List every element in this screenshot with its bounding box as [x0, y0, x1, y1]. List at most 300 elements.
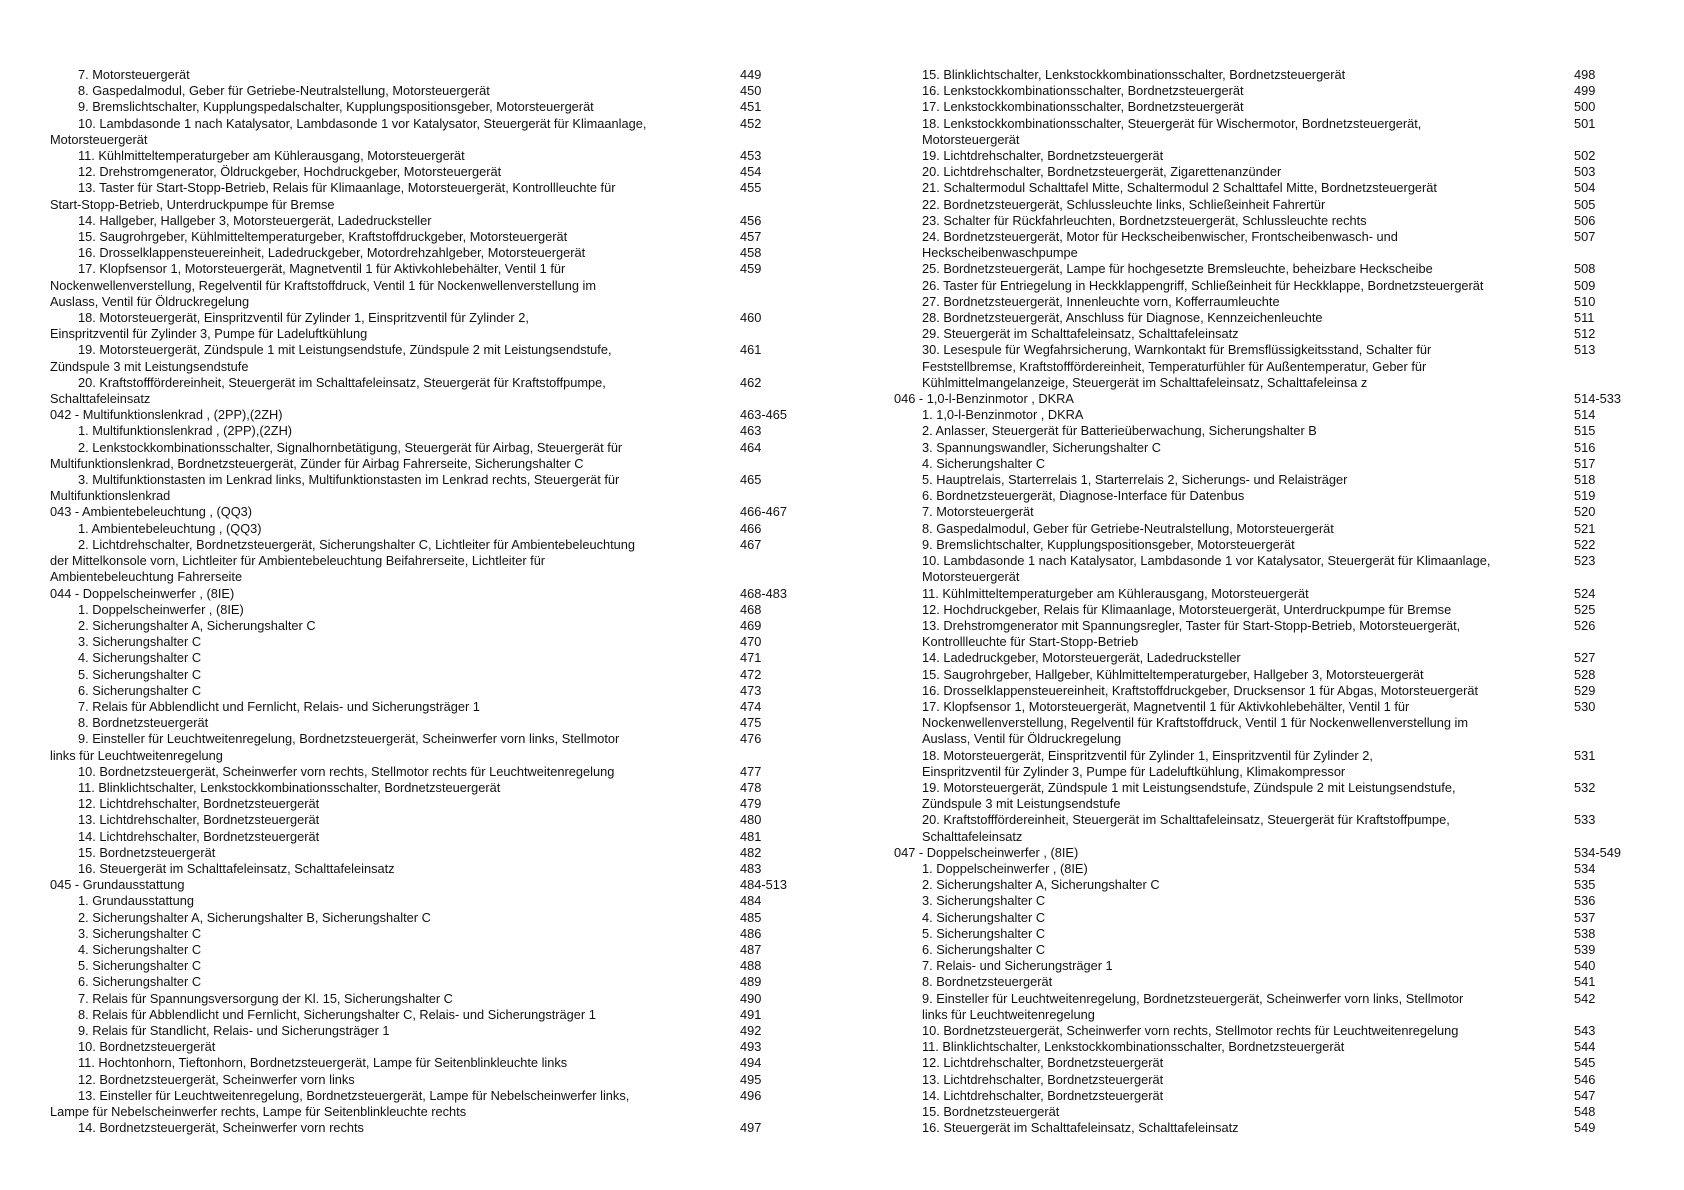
toc-entry-text [50, 731, 730, 763]
toc-entry-text [894, 391, 1574, 407]
toc-page-number: 485 [740, 909, 762, 925]
toc-page-number: 469 [740, 617, 762, 633]
toc-entry-line: 2. Sicherungshalter A, Sicherungshalter C [78, 617, 316, 633]
toc-page-number: 533 [1574, 812, 1596, 828]
toc-entry-line: 5. Hauptrelais, Starterrelais 1, Starterrelais 2, Sicherungs- und Relaisträger [922, 472, 1348, 488]
toc-entry [894, 553, 1654, 585]
toc-page-number: 463-465 [740, 407, 787, 423]
toc-entry [50, 1007, 810, 1023]
toc-page-number: 493 [740, 1039, 762, 1055]
toc-entry [894, 910, 1654, 926]
toc-entry [50, 229, 810, 245]
toc-entry-line: 6. Sicherungshalter C [78, 682, 202, 698]
toc-entry-line: 8. Gaspedalmodul, Geber für Getriebe-Neutralstellung, Motorsteuergerät [922, 520, 1334, 536]
toc-entry [894, 326, 1654, 342]
toc-entry-line: 2. Sicherungshalter A, Sicherungshalter C [922, 877, 1160, 893]
toc-entry [894, 974, 1654, 990]
toc-entry-text [894, 926, 1574, 942]
toc-entry-line: 7. Motorsteuergerät [78, 67, 190, 82]
toc-page-number: 483 [740, 860, 762, 876]
toc-entry-text [894, 278, 1574, 294]
toc-entry-text [894, 845, 1574, 861]
toc-entry-line: 9. Einsteller für Leuchtweitenregelung, Bordnetzsteuergerät, Scheinwerfer vorn links, Stellmotor [78, 731, 620, 747]
toc-entry-line: 14. Bordnetzsteuergerät, Scheinwerfer vorn rechts [78, 1120, 364, 1136]
toc-entry [894, 893, 1654, 909]
toc-entry-line: 11. Kühlmitteltemperaturgeber am Kühlerausgang, Motorsteuergerät [78, 148, 465, 164]
toc-page-number: 458 [740, 245, 762, 261]
toc-section-heading [50, 877, 810, 893]
toc-entry-line: Multifunktionslenkrad [50, 488, 171, 504]
toc-entry-line: 29. Steuergerät im Schalttafeleinsatz, Schalttafeleinsatz [922, 326, 1239, 342]
toc-page-number: 521 [1574, 520, 1596, 536]
toc-entry-text [894, 537, 1574, 553]
toc-entry-line: Einspritzventil für Zylinder 3, Pumpe für Ladeluftkühlung, Klimakompressor [922, 763, 1346, 779]
toc-entry-line: Einspritzventil für Zylinder 3, Pumpe für Ladeluftkühlung [50, 326, 368, 342]
toc-entry-text [50, 310, 730, 342]
toc-entry-line: 23. Schalter für Rückfahrleuchten, Bordnetzsteuergerät, Schlussleuchte rechts [922, 212, 1367, 228]
toc-entry-line: 4. Sicherungshalter C [78, 650, 202, 666]
toc-page-number: 530 [1574, 698, 1596, 714]
toc-page-number: 513 [1574, 342, 1596, 358]
toc-entry-line: 043 - Ambientebeleuchtung , (QQ3) [50, 504, 253, 520]
toc-entry [894, 407, 1654, 423]
toc-entry [894, 1088, 1654, 1104]
toc-entry-text [50, 991, 730, 1007]
toc-entry-text [50, 213, 730, 229]
toc-entry [894, 780, 1654, 812]
toc-page-number: 539 [1574, 941, 1596, 957]
toc-entry [894, 229, 1654, 261]
toc-entry-text [894, 1055, 1574, 1071]
toc-entry-line: 19. Motorsteuergerät, Zündspule 1 mit Leistungsendstufe, Zündspule 2 mit Leistungsendstufe, [922, 779, 1456, 795]
toc-page-number: 491 [740, 1006, 762, 1022]
toc-entry [894, 1120, 1654, 1136]
toc-entry-line: Kühlmittelmangelanzeige, Steuergerät im Schalttafeleinsatz, Schalttafeleinsa z [922, 374, 1368, 390]
toc-entry-text [50, 504, 730, 520]
toc-page-number: 492 [740, 1022, 762, 1038]
toc-entry-text [50, 1088, 730, 1120]
toc-entry-line: 1. Multifunktionslenkrad , (2PP),(2ZH) [78, 423, 293, 439]
toc-entry-text [50, 148, 730, 164]
toc-entry-text [894, 164, 1574, 180]
toc-entry-line: 28. Bordnetzsteuergerät, Anschluss für Diagnose, Kennzeichenleuchte [922, 310, 1323, 326]
toc-page-number: 490 [740, 990, 762, 1006]
toc-entry-line: 11. Blinklichtschalter, Lenkstockkombinationsschalter, Bordnetzsteuergerät [922, 1039, 1345, 1055]
toc-entry [894, 1023, 1654, 1039]
toc-entry [50, 634, 810, 650]
toc-entry-line: 4. Sicherungshalter C [922, 455, 1046, 471]
toc-entry-text [50, 974, 730, 990]
toc-entry-text [50, 116, 730, 148]
toc-entry-line: Multifunktionslenkrad, Bordnetzsteuergerät, Zünder für Airbag Fahrerseite, Sicherungshalter C [50, 455, 584, 471]
toc-entry-line: 042 - Multifunktionslenkrad , (2PP),(2ZH) [50, 407, 283, 423]
toc-entry-line: 19. Motorsteuergerät, Zündspule 1 mit Leistungsendstufe, Zündspule 2 mit Leistungsendstufe, [78, 342, 612, 358]
toc-page-number: 484-513 [740, 877, 787, 893]
toc-section-heading [50, 407, 810, 423]
toc-entry-text [50, 180, 730, 212]
toc-entry-text [50, 780, 730, 796]
toc-entry-line: 1. Doppelscheinwerfer , (8IE) [922, 860, 1088, 876]
toc-entry-text [894, 942, 1574, 958]
toc-entry-text [50, 537, 730, 586]
toc-entry [50, 1055, 810, 1071]
toc-section-heading [894, 391, 1654, 407]
toc-entry-text [50, 845, 730, 861]
toc-entry [50, 521, 810, 537]
toc-entry-line: 6. Sicherungshalter C [922, 941, 1046, 957]
toc-left-column [50, 67, 810, 1136]
toc-entry [50, 180, 810, 212]
toc-entry [50, 699, 810, 715]
toc-entry [894, 537, 1654, 553]
toc-entry-text [894, 667, 1574, 683]
toc-entry-line: 9. Bremslichtschalter, Kupplungspositionsgeber, Motorsteuergerät [922, 536, 1295, 552]
toc-entry [50, 261, 810, 310]
toc-entry-line: 1. Doppelscheinwerfer , (8IE) [78, 601, 244, 617]
toc-entry-line: 10. Bordnetzsteuergerät [78, 1039, 216, 1055]
toc-page-number: 526 [1574, 617, 1596, 633]
toc-entry-line: 3. Sicherungshalter C [922, 893, 1046, 909]
toc-entry-line: Zündspule 3 mit Leistungsendstufe [922, 796, 1121, 812]
toc-entry-line: 13. Lichtdrehschalter, Bordnetzsteuergerät [78, 812, 320, 828]
toc-page-number: 496 [740, 1087, 762, 1103]
toc-entry-line: 3. Sicherungshalter C [78, 925, 202, 941]
toc-entry [50, 537, 810, 586]
toc-entry-line: 9. Relais für Standlicht, Relais- und Sicherungsträger 1 [78, 1022, 390, 1038]
toc-entry [50, 67, 810, 83]
toc-entry-line: 14. Lichtdrehschalter, Bordnetzsteuergerät [78, 828, 320, 844]
toc-entry-line: 20. Kraftstofffördereinheit, Steuergerät im Schalttafeleinsatz, Steuergerät für Kraftstoffpumpe, [922, 812, 1450, 828]
toc-page-number: 520 [1574, 504, 1596, 520]
toc-section-heading [50, 586, 810, 602]
toc-entry [50, 213, 810, 229]
toc-entry-text [894, 974, 1574, 990]
toc-entry-text [894, 504, 1574, 520]
toc-page-number: 451 [740, 99, 762, 115]
toc-entry-text [894, 602, 1574, 618]
toc-page-number: 475 [740, 715, 762, 731]
toc-entry-text [894, 180, 1574, 196]
toc-entry-line: 13. Taster für Start-Stopp-Betrieb, Relais für Klimaanlage, Motorsteuergerät, Kontrollleuchte für [78, 180, 616, 196]
toc-entry-line: Schalttafeleinsatz [922, 828, 1023, 844]
toc-page-number: 494 [740, 1055, 762, 1071]
toc-entry-text [894, 861, 1574, 877]
toc-entry-line: 9. Bremslichtschalter, Kupplungspedalschalter, Kupplungspositionsgeber, Motorsteuergerät [78, 99, 594, 115]
toc-entry [894, 342, 1654, 391]
toc-entry-text [894, 877, 1574, 893]
toc-entry-text [50, 764, 730, 780]
toc-entry [50, 440, 810, 472]
toc-entry [894, 456, 1654, 472]
toc-entry-text [894, 553, 1574, 585]
toc-entry [894, 683, 1654, 699]
toc-entry-line: 25. Bordnetzsteuergerät, Lampe für hochgesetzte Bremsleuchte, beheizbare Heckscheibe [922, 261, 1433, 277]
toc-entry-text [894, 1088, 1574, 1104]
toc-page-number: 508 [1574, 261, 1596, 277]
toc-entry-text [50, 1023, 730, 1039]
toc-page-number: 477 [740, 763, 762, 779]
toc-page-number: 536 [1574, 893, 1596, 909]
toc-entry-line: 3. Spannungswandler, Sicherungshalter C [922, 439, 1162, 455]
toc-entry [50, 310, 810, 342]
toc-page-number: 480 [740, 812, 762, 828]
toc-entry-line: 3. Multifunktionstasten im Lenkrad links, Multifunktionstasten im Lenkrad rechts, Steuergerät für [78, 472, 620, 488]
toc-page-number: 457 [740, 229, 762, 245]
toc-page-number: 479 [740, 796, 762, 812]
toc-entry-text [894, 618, 1574, 650]
toc-page-number: 462 [740, 374, 762, 390]
toc-entry [50, 829, 810, 845]
toc-entry-line: 20. Lichtdrehschalter, Bordnetzsteuergerät, Zigarettenanzünder [922, 164, 1282, 180]
toc-entry-text [50, 164, 730, 180]
toc-page-number: 476 [740, 731, 762, 747]
toc-entry-text [50, 83, 730, 99]
toc-entry-text [894, 99, 1574, 115]
toc-entry-line: 18. Motorsteuergerät, Einspritzventil für Zylinder 1, Einspritzventil für Zylinder 2, [78, 310, 529, 326]
toc-entry-text [50, 667, 730, 683]
toc-page-number: 502 [1574, 148, 1596, 164]
toc-entry [50, 731, 810, 763]
toc-page-number: 498 [1574, 67, 1596, 82]
toc-entry [894, 667, 1654, 683]
toc-page-number: 534 [1574, 860, 1596, 876]
toc-entry [894, 423, 1654, 439]
toc-page-number: 505 [1574, 196, 1596, 212]
toc-entry-text [894, 650, 1574, 666]
toc-entry-line: 17. Klopfsensor 1, Motorsteuergerät, Magnetventil 1 für Aktivkohlebehälter, Ventil 1 für [78, 261, 566, 277]
toc-entry [50, 148, 810, 164]
toc-entry-text [50, 1039, 730, 1055]
toc-entry-text [894, 116, 1574, 148]
toc-page-number: 528 [1574, 666, 1596, 682]
toc-entry [50, 650, 810, 666]
toc-entry-line: Start-Stopp-Betrieb, Unterdruckpumpe für Bremse [50, 196, 335, 212]
toc-entry-line: 10. Bordnetzsteuergerät, Scheinwerfer vorn rechts, Stellmotor rechts für Leuchtweitenregelung [78, 763, 615, 779]
toc-page-number: 511 [1574, 310, 1595, 326]
toc-page-number: 456 [740, 212, 762, 228]
toc-page-number: 481 [740, 828, 762, 844]
toc-entry [50, 910, 810, 926]
toc-entry-line: 047 - Doppelscheinwerfer , (8IE) [894, 844, 1079, 860]
toc-entry-line: 14. Lichtdrehschalter, Bordnetzsteuergerät [922, 1087, 1164, 1103]
toc-entry-line: 18. Lenkstockkombinationsschalter, Steuergerät für Wischermotor, Bordnetzsteuergerät, [922, 115, 1422, 131]
toc-entry [894, 618, 1654, 650]
toc-entry-line: 24. Bordnetzsteuergerät, Motor für Heckscheibenwischer, Frontscheibenwasch- und [922, 229, 1398, 245]
toc-page-number: 499 [1574, 83, 1596, 99]
toc-entry-line: Schalttafeleinsatz [50, 391, 151, 407]
toc-entry-line: 21. Schaltermodul Schalttafel Mitte, Schaltermodul 2 Schalttafel Mitte, Bordnetzsteuergerät [922, 180, 1437, 196]
toc-entry-line: Motorsteuergerät [50, 131, 148, 147]
toc-entry [50, 342, 810, 374]
toc-entry-line: 6. Bordnetzsteuergerät, Diagnose-Interface für Datenbus [922, 488, 1245, 504]
toc-page-number: 460 [740, 310, 762, 326]
toc-entry-line: Ambientebeleuchtung Fahrerseite [50, 569, 243, 585]
toc-entry-line: 18. Motorsteuergerät, Einspritzventil für Zylinder 1, Einspritzventil für Zylinder 2, [922, 747, 1373, 763]
toc-entry [894, 116, 1654, 148]
toc-entry [894, 877, 1654, 893]
toc-entry-text [894, 893, 1574, 909]
toc-entry-line: Motorsteuergerät [922, 131, 1020, 147]
toc-entry-line: 30. Lesespule für Wegfahrsicherung, Warnkontakt für Bremsflüssigkeitsstand, Schalter für [922, 342, 1432, 358]
toc-entry-line: 4. Sicherungshalter C [78, 941, 202, 957]
toc-page-number: 463 [740, 423, 762, 439]
toc-entry [50, 1039, 810, 1055]
toc-entry-text [894, 67, 1574, 83]
toc-page-number: 515 [1574, 423, 1596, 439]
toc-entry [894, 278, 1654, 294]
toc-entry [50, 958, 810, 974]
toc-page-number: 514-533 [1574, 391, 1621, 407]
toc-page-number: 495 [740, 1071, 762, 1087]
toc-entry-text [894, 197, 1574, 213]
toc-entry-text [894, 521, 1574, 537]
toc-entry-line: 26. Taster für Entriegelung in Heckklappengriff, Schließeinheit für Heckklappe, Bordnetzsteuergerät [922, 277, 1484, 293]
toc-entry-text [50, 650, 730, 666]
toc-entry [50, 845, 810, 861]
toc-entry-text [50, 1007, 730, 1023]
toc-entry [894, 991, 1654, 1023]
toc-entry-text [50, 342, 730, 374]
toc-page-number: 466-467 [740, 504, 787, 520]
toc-entry-text [50, 1055, 730, 1071]
toc-entry-text [894, 1023, 1574, 1039]
toc-entry-line: 12. Lichtdrehschalter, Bordnetzsteuergerät [78, 796, 320, 812]
toc-entry [50, 812, 810, 828]
toc-page-number: 455 [740, 180, 762, 196]
toc-page-number: 537 [1574, 909, 1596, 925]
toc-entry [50, 245, 810, 261]
toc-entry-line: 15. Saugrohrgeber, Hallgeber, Kühlmitteltemperaturgeber, Hallgeber 3, Motorsteuergerät [922, 666, 1424, 682]
toc-entry-line: 8. Bordnetzsteuergerät [78, 715, 209, 731]
toc-entry [50, 602, 810, 618]
toc-entry-line: Motorsteuergerät [922, 569, 1020, 585]
toc-entry [894, 148, 1654, 164]
toc-entry [50, 796, 810, 812]
toc-entry-line: 16. Lenkstockkombinationsschalter, Bordnetzsteuergerät [922, 83, 1244, 99]
toc-entry-line: 20. Kraftstofffördereinheit, Steuergerät im Schalttafeleinsatz, Steuergerät für Kraftstoffpumpe, [78, 374, 606, 390]
toc-entry-text [50, 926, 730, 942]
toc-page-number: 547 [1574, 1087, 1596, 1103]
toc-entry-text [894, 310, 1574, 326]
toc-entry [894, 164, 1654, 180]
toc-page-number: 468-483 [740, 585, 787, 601]
toc-entry-line: 1. Ambientebeleuchtung , (QQ3) [78, 520, 262, 536]
toc-entry-line: 12. Drehstromgenerator, Öldruckgeber, Hochdruckgeber, Motorsteuergerät [78, 164, 502, 180]
toc-entry-line: 13. Drehstromgenerator mit Spannungsregler, Taster für Start-Stopp-Betrieb, Motorsteuergerät, [922, 617, 1461, 633]
toc-page-number: 466 [740, 520, 762, 536]
toc-entry [894, 83, 1654, 99]
toc-entry-text [50, 1120, 730, 1136]
toc-entry-text [894, 342, 1574, 391]
toc-page-number: 503 [1574, 164, 1596, 180]
toc-entry-line: 17. Lenkstockkombinationsschalter, Bordnetzsteuergerät [922, 99, 1244, 115]
toc-entry [894, 942, 1654, 958]
toc-entry [50, 375, 810, 407]
toc-entry-line: 12. Lichtdrehschalter, Bordnetzsteuergerät [922, 1055, 1164, 1071]
toc-entry-line: Feststellbremse, Kraftstofffördereinheit, Temperaturfühler für Außentemperatur, Geber für [922, 358, 1427, 374]
toc-entry-text [894, 83, 1574, 99]
toc-entry [894, 650, 1654, 666]
toc-entry-text [50, 1072, 730, 1088]
toc-entry-text [894, 1120, 1574, 1136]
toc-entry-line: 11. Hochtonhorn, Tieftonhorn, Bordnetzsteuergerät, Lampe für Seitenblinkleuchte links [78, 1055, 568, 1071]
toc-entry [50, 423, 810, 439]
toc-entry-text [50, 229, 730, 245]
toc-entry [50, 926, 810, 942]
toc-entry-line: 19. Lichtdrehschalter, Bordnetzsteuergerät [922, 148, 1164, 164]
toc-entry-text [894, 261, 1574, 277]
toc-entry-line: 5. Sicherungshalter C [78, 666, 202, 682]
toc-entry [894, 472, 1654, 488]
toc-entry-line: 15. Blinklichtschalter, Lenkstockkombinationsschalter, Bordnetzsteuergerät [922, 67, 1346, 82]
toc-entry [50, 683, 810, 699]
toc-entry-line: Heckscheibenwaschpumpe [922, 245, 1078, 261]
toc-entry-text [50, 796, 730, 812]
toc-page-number: 484 [740, 893, 762, 909]
toc-page-number: 489 [740, 974, 762, 990]
toc-page-number: 470 [740, 634, 762, 650]
toc-entry-line: 2. Sicherungshalter A, Sicherungshalter B, Sicherungshalter C [78, 909, 431, 925]
toc-page-number: 523 [1574, 553, 1596, 569]
toc-entry [894, 748, 1654, 780]
toc-entry-text [894, 748, 1574, 780]
toc-entry-line: 7. Motorsteuergerät [922, 504, 1034, 520]
toc-entry-text [50, 715, 730, 731]
toc-entry-text [894, 407, 1574, 423]
toc-page-number: 504 [1574, 180, 1596, 196]
toc-page-number: 497 [740, 1120, 762, 1136]
toc-entry-text [50, 861, 730, 877]
toc-entry-line: 22. Bordnetzsteuergerät, Schlussleuchte links, Schließeinheit Fahrertür [922, 196, 1326, 212]
toc-entry-text [894, 699, 1574, 748]
toc-page-number: 529 [1574, 682, 1596, 698]
toc-entry-line: 1. 1,0-l-Benzinmotor , DKRA [922, 407, 1084, 423]
toc-page-number: 516 [1574, 439, 1596, 455]
toc-entry-line: Lampe für Nebelscheinwerfer rechts, Lampe für Seitenblinkleuchte rechts [50, 1104, 467, 1119]
toc-page-number: 467 [740, 536, 762, 552]
toc-page-number: 449 [740, 67, 762, 82]
toc-entry-text [894, 1072, 1574, 1088]
toc-page-number: 524 [1574, 585, 1596, 601]
toc-entry-line: 14. Hallgeber, Hallgeber 3, Motorsteuergerät, Ladedrucksteller [78, 212, 432, 228]
toc-entry-text [50, 261, 730, 310]
toc-page-number: 509 [1574, 277, 1596, 293]
toc-entry-line: der Mittelkonsole vorn, Lichtleiter für Ambientebeleuchtung Beifahrerseite, Lichtleiter für [50, 553, 546, 569]
toc-page-number: 514 [1574, 407, 1596, 423]
toc-entry [50, 618, 810, 634]
toc-entry-text [50, 618, 730, 634]
toc-entry-line: 11. Kühlmitteltemperaturgeber am Kühlerausgang, Motorsteuergerät [922, 585, 1309, 601]
toc-entry [50, 942, 810, 958]
toc-entry-text [894, 440, 1574, 456]
toc-page-number: 474 [740, 698, 762, 714]
toc-entry-text [50, 829, 730, 845]
toc-entry-line: 5. Sicherungshalter C [922, 925, 1046, 941]
toc-entry-text [894, 213, 1574, 229]
toc-entry [894, 812, 1654, 844]
toc-entry-line: 10. Lambdasonde 1 nach Katalysator, Lambdasonde 1 vor Katalysator, Steuergerät für Klimaanlage, [78, 115, 647, 131]
toc-entry-line: 6. Sicherungshalter C [78, 974, 202, 990]
toc-page-number: 482 [740, 844, 762, 860]
toc-entry [894, 310, 1654, 326]
toc-page-number: 486 [740, 925, 762, 941]
toc-entry-text [50, 67, 730, 83]
toc-page-number: 522 [1574, 536, 1596, 552]
toc-entry [50, 83, 810, 99]
toc-page-number: 459 [740, 261, 762, 277]
toc-entry [50, 1088, 810, 1120]
toc-entry [894, 1104, 1654, 1120]
